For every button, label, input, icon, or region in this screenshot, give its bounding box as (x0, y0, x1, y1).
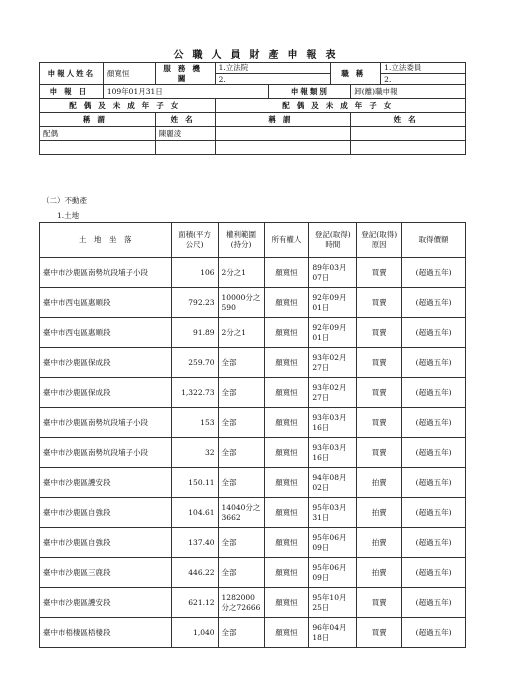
land-reason: 買賣 (357, 408, 402, 438)
table-row (40, 438, 466, 468)
land-location: 臺中市沙鹿區自強段 (40, 498, 172, 528)
land-area: 104.61 (171, 498, 218, 528)
land-share: 全部 (218, 378, 264, 408)
land-area: 32 (171, 438, 218, 468)
form-title: 公職人員財產申報表 (173, 50, 345, 61)
land-share: 全部 (218, 468, 264, 498)
land-location: 臺中市沙鹿區保成段 (40, 348, 172, 378)
land-reason: 買賣 (357, 618, 402, 648)
table-row (40, 588, 466, 618)
land-location: 臺中市沙鹿區三鹿段 (40, 558, 172, 588)
land-owner: 顏寬恒 (264, 498, 309, 528)
agency-1: 1.立法院 (218, 63, 249, 72)
table-row (40, 408, 466, 438)
land-reg-date: 93年02月27日 (309, 378, 357, 408)
land-area: 259.70 (171, 348, 218, 378)
land-location: 臺中市沙鹿區護安段 (40, 588, 172, 618)
family-name: 陳麗淩 (155, 127, 215, 141)
table-row (40, 288, 466, 318)
land-share: 14040分之3662 (218, 498, 264, 528)
land-share: 2分之1 (218, 258, 264, 288)
land-reason: 買賣 (357, 258, 402, 288)
name-header-2: 姓名 (351, 113, 466, 127)
family-relation: 配偶 (40, 127, 156, 141)
land-table (39, 222, 466, 648)
col-owner: 所有權人 (264, 223, 309, 258)
land-share: 10000分之590 (218, 288, 264, 318)
land-location: 臺中市沙鹿區南勢坑段埔子小段 (40, 258, 172, 288)
land-price: (超過五年) (402, 378, 466, 408)
table-row (40, 378, 466, 408)
table-row (40, 618, 466, 648)
date-label: 申報日 (40, 85, 104, 99)
land-reason: 拍賣 (357, 468, 402, 498)
land-reason: 拍賣 (357, 558, 402, 588)
land-area: 792.23 (171, 288, 218, 318)
land-owner: 顏寬恒 (264, 558, 309, 588)
table-row (40, 558, 466, 588)
position-2: 2. (381, 73, 465, 84)
section-real-estate: （二）不動產 (42, 196, 87, 205)
land-share: 1282000分之72666 (218, 588, 264, 618)
land-reason: 買賣 (357, 588, 402, 618)
land-price: (超過五年) (402, 618, 466, 648)
land-price: (超過五年) (402, 438, 466, 468)
land-reg-date: 93年03月16日 (309, 438, 357, 468)
col-reg-date: 登記(取得)時間 (309, 223, 357, 258)
land-price: (超過五年) (402, 348, 466, 378)
land-price: (超過五年) (402, 468, 466, 498)
position-1: 1.立法委員 (384, 63, 422, 72)
table-row (40, 348, 466, 378)
land-share: 全部 (218, 618, 264, 648)
family-relation-2 (215, 127, 351, 141)
col-share: 權利範圍(持分) (218, 223, 264, 258)
col-price: 取得價額 (402, 223, 466, 258)
land-area: 1,322.73 (171, 378, 218, 408)
declarant-info-table (39, 62, 466, 155)
land-owner: 顏寬恒 (264, 588, 309, 618)
family-name-empty (155, 141, 215, 155)
land-price: (超過五年) (402, 318, 466, 348)
land-owner: 顏寬恒 (264, 348, 309, 378)
land-area: 91.89 (171, 318, 218, 348)
land-reason: 買賣 (357, 348, 402, 378)
land-area: 1,040 (171, 618, 218, 648)
land-owner: 顏寬恒 (264, 618, 309, 648)
land-reg-date: 95年10月25日 (309, 588, 357, 618)
land-price: (超過五年) (402, 588, 466, 618)
land-reg-date: 95年06月09日 (309, 558, 357, 588)
table-row (40, 528, 466, 558)
type-value: 卸(離)職申報 (351, 85, 466, 99)
family-label-left: 配偶及未成年子女 (40, 99, 216, 113)
land-price: (超過五年) (402, 258, 466, 288)
land-reason: 買賣 (357, 288, 402, 318)
land-location: 臺中市沙鹿區自強段 (40, 528, 172, 558)
land-area: 621.12 (171, 588, 218, 618)
land-reason: 買賣 (357, 438, 402, 468)
land-area: 137.40 (171, 528, 218, 558)
relation-header: 稱謂 (40, 113, 156, 127)
land-price: (超過五年) (402, 528, 466, 558)
land-reg-date: 89年03月07日 (309, 258, 357, 288)
land-location: 臺中市沙鹿區保成段 (40, 378, 172, 408)
land-share: 2分之1 (218, 318, 264, 348)
family-name-empty-2 (351, 141, 466, 155)
date-value: 109年01月31日 (103, 85, 269, 99)
position-label: 職稱 (331, 63, 381, 85)
land-reg-date: 94年08月02日 (309, 468, 357, 498)
land-area: 106 (171, 258, 218, 288)
relation-header-2: 稱謂 (215, 113, 351, 127)
land-area: 150.11 (171, 468, 218, 498)
land-location: 臺中市西屯區惠順段 (40, 318, 172, 348)
land-price: (超過五年) (402, 408, 466, 438)
land-location: 臺中市梧棲區梧棲段 (40, 618, 172, 648)
table-row (40, 468, 466, 498)
table-row (40, 498, 466, 528)
land-location: 臺中市沙鹿區南勢坑段埔子小段 (40, 438, 172, 468)
land-owner: 顏寬恒 (264, 468, 309, 498)
family-relation-empty (40, 141, 156, 155)
table-row (40, 258, 466, 288)
land-owner: 顏寬恒 (264, 408, 309, 438)
land-owner: 顏寬恒 (264, 528, 309, 558)
land-share: 全部 (218, 528, 264, 558)
land-price: (超過五年) (402, 558, 466, 588)
land-reason: 買賣 (357, 378, 402, 408)
land-owner: 顏寬恒 (264, 438, 309, 468)
col-reason: 登記(取得)原因 (357, 223, 402, 258)
table-row (40, 318, 466, 348)
land-reason: 買賣 (357, 318, 402, 348)
land-reg-date: 96年04月18日 (309, 618, 357, 648)
family-label-right: 配偶及未成年子女 (215, 99, 465, 113)
agency-2: 2. (216, 73, 331, 84)
family-relation-empty-2 (215, 141, 351, 155)
agency-label: 服務機關 (155, 63, 215, 85)
land-location: 臺中市沙鹿區護安段 (40, 468, 172, 498)
land-reg-date: 95年03月31日 (309, 498, 357, 528)
land-area: 153 (171, 408, 218, 438)
land-share: 全部 (218, 558, 264, 588)
type-label: 申報類別 (269, 85, 351, 99)
col-location: 土 地 坐 落 (40, 223, 172, 258)
land-share: 全部 (218, 438, 264, 468)
land-area: 446.22 (171, 558, 218, 588)
land-owner: 顏寬恒 (264, 318, 309, 348)
land-reg-date: 95年06月09日 (309, 528, 357, 558)
land-owner: 顏寬恒 (264, 378, 309, 408)
section-land: 1.土地 (57, 211, 80, 220)
col-area: 面積(平方公尺) (171, 223, 218, 258)
name-label: 申報人姓名 (40, 63, 104, 85)
land-reg-date: 92年09月01日 (309, 318, 357, 348)
land-reason: 拍賣 (357, 528, 402, 558)
family-name-2 (351, 127, 466, 141)
land-share: 全部 (218, 348, 264, 378)
land-reg-date: 92年09月01日 (309, 288, 357, 318)
land-reg-date: 93年03月16日 (309, 408, 357, 438)
land-location: 臺中市西屯區惠順段 (40, 288, 172, 318)
name-header: 姓名 (155, 113, 215, 127)
land-price: (超過五年) (402, 288, 466, 318)
land-reg-date: 93年02月27日 (309, 348, 357, 378)
land-owner: 顏寬恒 (264, 258, 309, 288)
land-share: 全部 (218, 408, 264, 438)
land-price: (超過五年) (402, 498, 466, 528)
land-owner: 顏寬恒 (264, 288, 309, 318)
name-value: 顏寬恒 (103, 63, 155, 85)
land-location: 臺中市沙鹿區南勢坑段埔子小段 (40, 408, 172, 438)
land-reason: 拍賣 (357, 498, 402, 528)
